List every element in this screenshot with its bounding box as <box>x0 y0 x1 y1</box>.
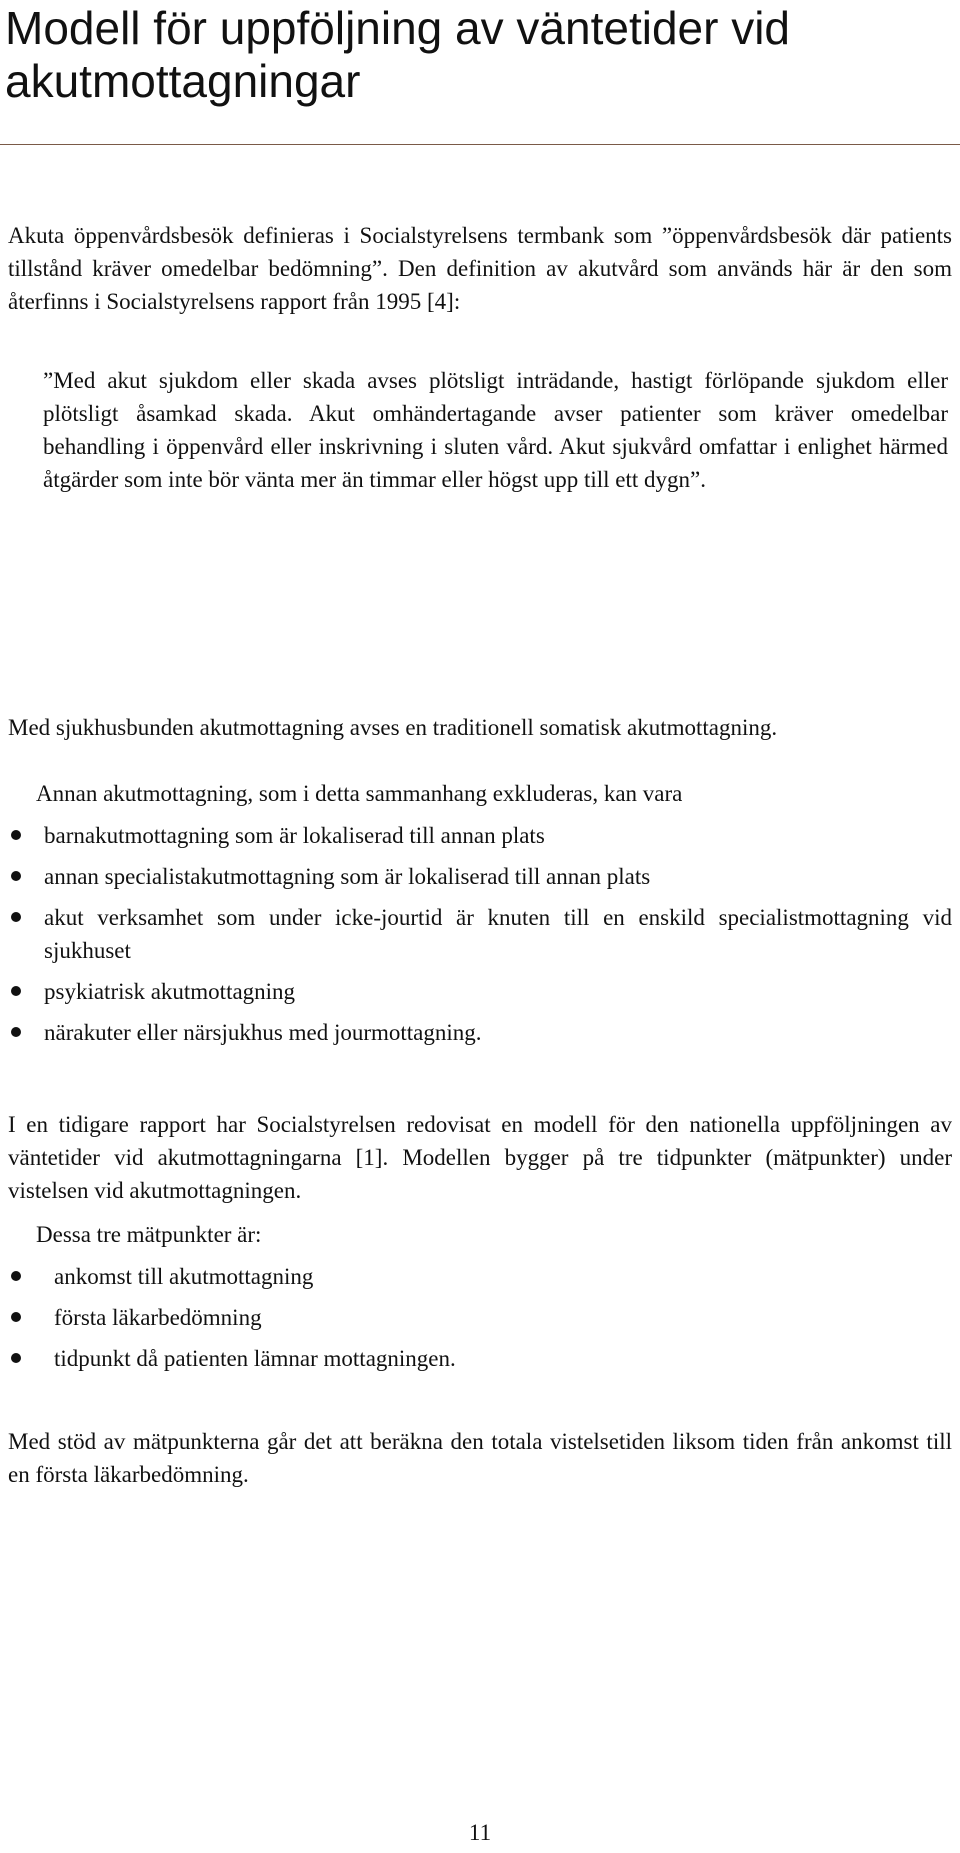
bullet-icon <box>11 1353 21 1363</box>
list-item: första läkarbedömning <box>8 1301 952 1334</box>
bullet-icon <box>11 871 21 881</box>
other-intro: Annan akutmottagning, som i detta sammanhang exkluderas, kan vara <box>36 781 683 806</box>
hospital-paragraph: Med sjukhusbunden akutmottagning avses en traditionell somatisk akutmottagning. <box>8 715 778 740</box>
bullet-icon <box>11 1271 21 1281</box>
points-intro: Dessa tre mätpunkter är: <box>36 1222 262 1247</box>
page-number: 11 <box>468 1820 492 1845</box>
bullet-icon <box>11 986 21 996</box>
list-item: barnakutmottagning som är lokaliserad till annan plats <box>8 819 952 852</box>
list-item: tidpunkt då patienten lämnar mottagningen. <box>8 1342 952 1375</box>
bullet-icon <box>11 1312 21 1322</box>
list-item: närakuter eller närsjukhus med jourmottagning. <box>8 1016 952 1049</box>
measurement-points-list <box>8 1260 952 1383</box>
bullet-icon <box>11 912 21 922</box>
title-divider <box>0 144 960 145</box>
list-item: ankomst till akutmottagning <box>8 1260 952 1293</box>
list-item: annan specialistakutmottagning som är lokaliserad till annan plats <box>8 860 952 893</box>
bullet-icon <box>11 1027 21 1037</box>
report-paragraph: I en tidigare rapport har Socialstyrelsen redovisat en modell för den nationella uppföljningen av väntetider vid akutmottagningarna [1]. Modellen bygger på tre tidpunkter (mätpunkter) under vistelsen vid akutmottagningen. <box>8 1112 952 1203</box>
definition-quote: ”Med akut sjukdom eller skada avses plötsligt inträdande, hastigt förlöpande sjukdom eller plötsligt åsamkad skada. Akut omhändertagande avser patienter som kräver omedelbar behandling i öppenvård eller inskrivning i sluten vård. Akut sjukvård omfattar i enlighet härmed åtgärder som inte bör vänta mer än timmar eller högst upp till ett dygn”. <box>43 368 948 492</box>
intro-paragraph: Akuta öppenvårdsbesök definieras i Socialstyrelsens termbank som ”öppenvårdsbesök där patients tillstånd kräver omedelbar bedömning”. Den definition av akutvård som används här är den som återfinns i Socialstyrelsens rapport från 1995 [4]: <box>8 223 952 314</box>
list-item: psykiatrisk akutmottagning <box>8 975 952 1008</box>
closing-paragraph: Med stöd av mätpunkterna går det att beräkna den totala vistelsetiden liksom tiden från ankomst till en första läkarbedömning. <box>8 1429 952 1487</box>
page-title: Modell för uppföljning av väntetider vid akutmottagningar <box>5 2 791 107</box>
list-item: akut verksamhet som under icke-jourtid är knuten till en enskild specialistmottagning vid sjukhuset <box>8 901 952 967</box>
other-emergency-list <box>8 819 952 1057</box>
bullet-icon <box>11 830 21 840</box>
